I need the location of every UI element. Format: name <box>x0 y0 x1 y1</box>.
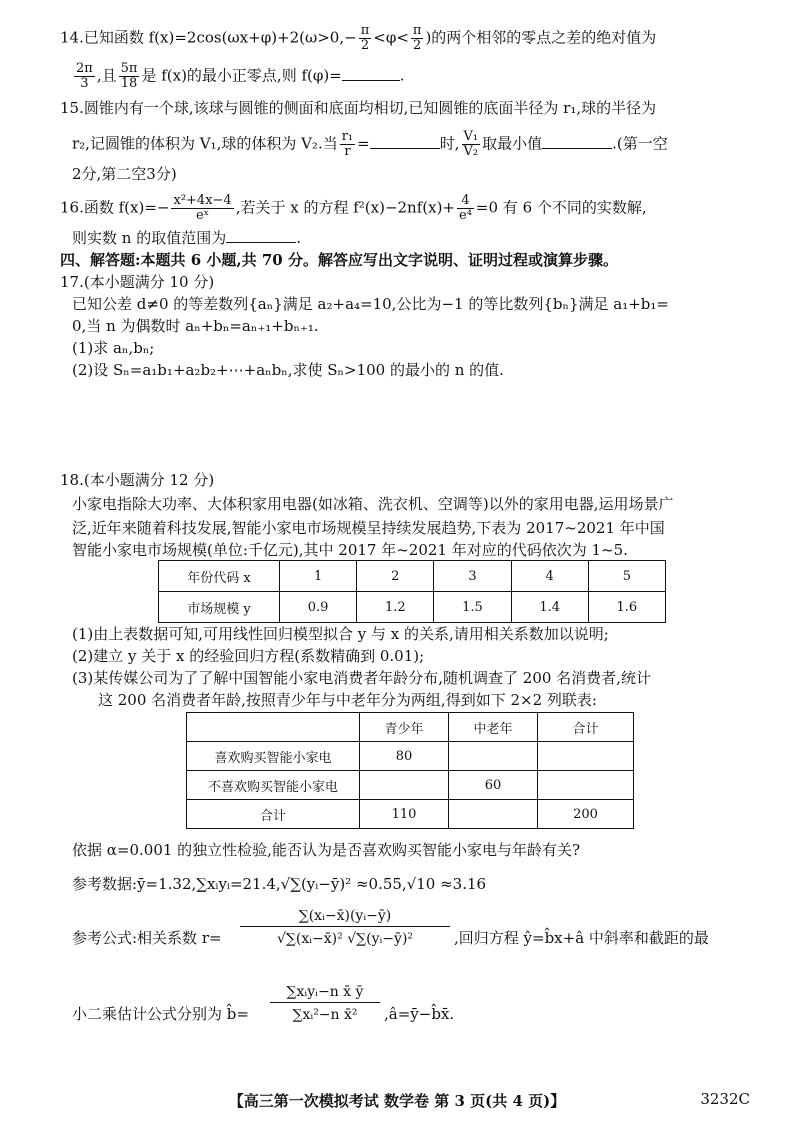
table-row <box>187 713 634 742</box>
contingency-table <box>186 712 634 829</box>
q16-text-c: =0 有 6 个不同的实数解, <box>475 198 647 217</box>
q15-text-b: = <box>357 134 370 153</box>
q14-frac-2pi-3 <box>74 62 95 91</box>
q16-text-end: . <box>296 229 301 247</box>
table-cell: 200 <box>538 800 634 829</box>
q18-ols-tail: ,â=ȳ−b̂x̄. <box>384 1005 455 1023</box>
exam-code: 3232C <box>700 1090 750 1108</box>
slope-numerator: ∑xᵢyᵢ−n x̄ ȳ <box>270 984 380 1003</box>
q18-ols-label: 小二乘估计公式分别为 b̂= <box>72 1005 249 1023</box>
q16-frac-4-e4 <box>457 194 474 223</box>
q14-text-end: . <box>399 66 405 85</box>
table-cell: 4 <box>511 561 588 592</box>
q15-text-a: r₂,记圆锥的体积为 V₁,球的体积为 V₂.当 <box>72 134 338 153</box>
q17-part2: (2)设 Sₙ=a₁b₁+a₂b₂+⋯+aₙbₙ,求使 Sₙ>100 的最小的 n 的值. <box>72 361 504 379</box>
frac-num: r₁ <box>341 129 354 144</box>
q14-frac-5pi-18 <box>119 62 140 91</box>
table-header-cell: 市场规模 y <box>159 592 280 623</box>
q14-text-a: 14.已知函数 f(x)=2cos(ωx+φ)+2(ω>0,− <box>60 28 357 47</box>
q15-answer-blank-2[interactable] <box>542 134 612 149</box>
frac-den: 18 <box>120 76 138 91</box>
q16-text-b: ,若关于 x 的方程 f²(x)−2nf(x)+ <box>235 198 456 217</box>
q18-part2: (2)建立 y 关于 x 的经验回归方程(系数精确到 0.01); <box>72 647 425 665</box>
table-cell: 2 <box>357 561 434 592</box>
q18-test: 依据 α=0.001 的独立性检验,能否认为是否喜欢购买智能小家电与年龄有关? <box>72 841 580 859</box>
table-header-cell: 中老年 <box>449 713 538 742</box>
q18-ref-data: 参考数据:ȳ=1.32,∑xᵢyᵢ=21.4,√∑(yᵢ−ȳ)² ≈0.55,√10 ≈3.16 <box>72 875 487 893</box>
correlation-numerator: ∑(xᵢ−x̄)(yᵢ−ȳ) <box>240 908 450 927</box>
table-row <box>187 742 634 771</box>
correlation-formula <box>240 908 450 947</box>
table-cell: 1.5 <box>434 592 511 623</box>
table-cell <box>538 771 634 800</box>
frac-den: V₂ <box>463 144 479 159</box>
table-header-cell <box>187 713 360 742</box>
q14-line1 <box>60 24 656 53</box>
table-cell: 5 <box>588 561 665 592</box>
q14-text-e: 是 f(x)的最小正零点,则 f(φ)= <box>141 66 342 85</box>
q18-p1: 小家电指除大功率、大体积家用电器(如冰箱、洗衣机、空调等)以外的家用电器,运用场景广 <box>72 495 674 513</box>
table-cell: 80 <box>360 742 449 771</box>
table-cell <box>538 742 634 771</box>
q17-title: 17.(本小题满分 10 分) <box>60 273 215 291</box>
table-cell <box>360 771 449 800</box>
table-cell: 合计 <box>187 800 360 829</box>
q14-text-d: ,且 <box>96 66 117 85</box>
q15-frac-r1-r <box>340 130 355 159</box>
table-row <box>187 771 634 800</box>
q15-frac-v1-v2 <box>462 130 481 159</box>
q18-p2: 泛,近年来随着科技发展,智能小家电市场规模呈持续发展趋势,下表为 2017~2021 年中国 <box>72 519 665 537</box>
q18-part3-a: (3)某传媒公司为了了解中国智能小家电消费者年龄分布,随机调查了 200 名消费者,统计 <box>72 669 651 687</box>
table-cell: 110 <box>360 800 449 829</box>
q18-title: 18.(本小题满分 12 分) <box>60 471 215 489</box>
q16-text-a: 16.函数 f(x)=− <box>60 198 170 217</box>
table-cell <box>449 742 538 771</box>
table-row <box>159 561 666 592</box>
table-cell: 1.2 <box>357 592 434 623</box>
q15-line3: 2分,第二空3分) <box>72 165 177 183</box>
table-header-cell: 青少年 <box>360 713 449 742</box>
table-cell: 喜欢购买智能小家电 <box>187 742 360 771</box>
q16-line2 <box>72 228 301 248</box>
table-cell: 60 <box>449 771 538 800</box>
q16-line1 <box>60 194 647 223</box>
table-cell: 1.6 <box>588 592 665 623</box>
table-row <box>187 800 634 829</box>
frac-num: 5π <box>120 61 138 76</box>
q18-part1: (1)由上表数据可知,可用线性回归模型拟合 y 与 x 的关系,请用相关系数加以说明; <box>72 625 609 643</box>
frac-den: eˣ <box>195 208 210 223</box>
frac-den: 2 <box>413 38 422 53</box>
frac-den: r <box>344 144 351 159</box>
table-header-cell: 合计 <box>538 713 634 742</box>
frac-den: 3 <box>80 76 89 91</box>
frac-num: V₁ <box>463 129 479 144</box>
page-footer: 【高三第一次模拟考试 数学卷 第 3 页(共 4 页)】 <box>228 1092 566 1110</box>
frac-num: 2π <box>76 61 93 76</box>
table-cell: 1 <box>280 561 357 592</box>
q18-p3: 智能小家电市场规模(单位:千亿元),其中 2017 年~2021 年对应的代码依次为 1~5. <box>72 541 628 559</box>
section-heading: 四、解答题:本题共 6 小题,共 70 分。解答应写出文字说明、证明过程或演算步骤。 <box>60 251 618 269</box>
q14-frac-pi-2a <box>359 24 372 53</box>
q17-part1: (1)求 aₙ,bₙ; <box>72 339 155 357</box>
frac-num: x²+4x−4 <box>173 193 232 208</box>
q14-answer-blank[interactable] <box>342 66 400 81</box>
q15-text-c: 时, <box>439 134 460 153</box>
frac-num: π <box>360 23 370 38</box>
correlation-denominator: √∑(xᵢ−x̄)² √∑(yᵢ−ȳ)² <box>276 931 414 947</box>
q16-frac-f <box>171 194 233 223</box>
q14-frac-pi-2b <box>411 24 424 53</box>
q14-text-c: )的两个相邻的零点之差的绝对值为 <box>425 28 657 47</box>
q16-answer-blank[interactable] <box>226 228 296 243</box>
ols-slope-formula <box>270 984 380 1023</box>
market-size-table <box>158 560 666 623</box>
table-cell <box>449 800 538 829</box>
slope-denominator: ∑xᵢ²−n x̄² <box>292 1007 358 1023</box>
frac-num: 4 <box>457 194 474 209</box>
frac-num: π <box>412 23 422 38</box>
q15-line2 <box>72 130 668 159</box>
q14-line2 <box>72 62 405 91</box>
q18-ref-formula-tail: ,回归方程 ŷ=b̂x+â 中斜率和截距的最 <box>454 929 709 947</box>
table-cell: 3 <box>434 561 511 592</box>
q15-line1: 15.圆锥内有一个球,该球与圆锥的侧面和底面均相切,已知圆锥的底面半径为 r₁,球的半径为 <box>60 99 657 117</box>
q15-text-e: .(第一空 <box>612 134 668 153</box>
frac-den: e⁴ <box>459 208 472 223</box>
q15-answer-blank-1[interactable] <box>370 134 440 149</box>
frac-den: 2 <box>360 38 370 53</box>
table-header-cell: 年份代码 x <box>159 561 280 592</box>
q16-text-a2: 则实数 n 的取值范围为 <box>72 229 227 247</box>
q18-ref-formula-label: 参考公式:相关系数 r= <box>72 929 222 947</box>
table-cell: 1.4 <box>511 592 588 623</box>
table-cell: 不喜欢购买智能小家电 <box>187 771 360 800</box>
q14-text-b: <φ< <box>373 28 409 47</box>
q17-line2: 0,当 n 为偶数时 aₙ+bₙ=aₙ₊₁+bₙ₊₁. <box>72 317 319 335</box>
q18-part3-b: 这 200 名消费者年龄,按照青少年与中老年分为两组,得到如下 2×2 列联表: <box>98 691 597 709</box>
table-row <box>159 592 666 623</box>
q15-text-d: 取最小值 <box>482 134 543 153</box>
q17-line1: 已知公差 d≠0 的等差数列{aₙ}满足 a₂+a₄=10,公比为−1 的等比数列{bₙ}满足 a₁+b₁= <box>72 295 669 313</box>
table-cell: 0.9 <box>280 592 357 623</box>
